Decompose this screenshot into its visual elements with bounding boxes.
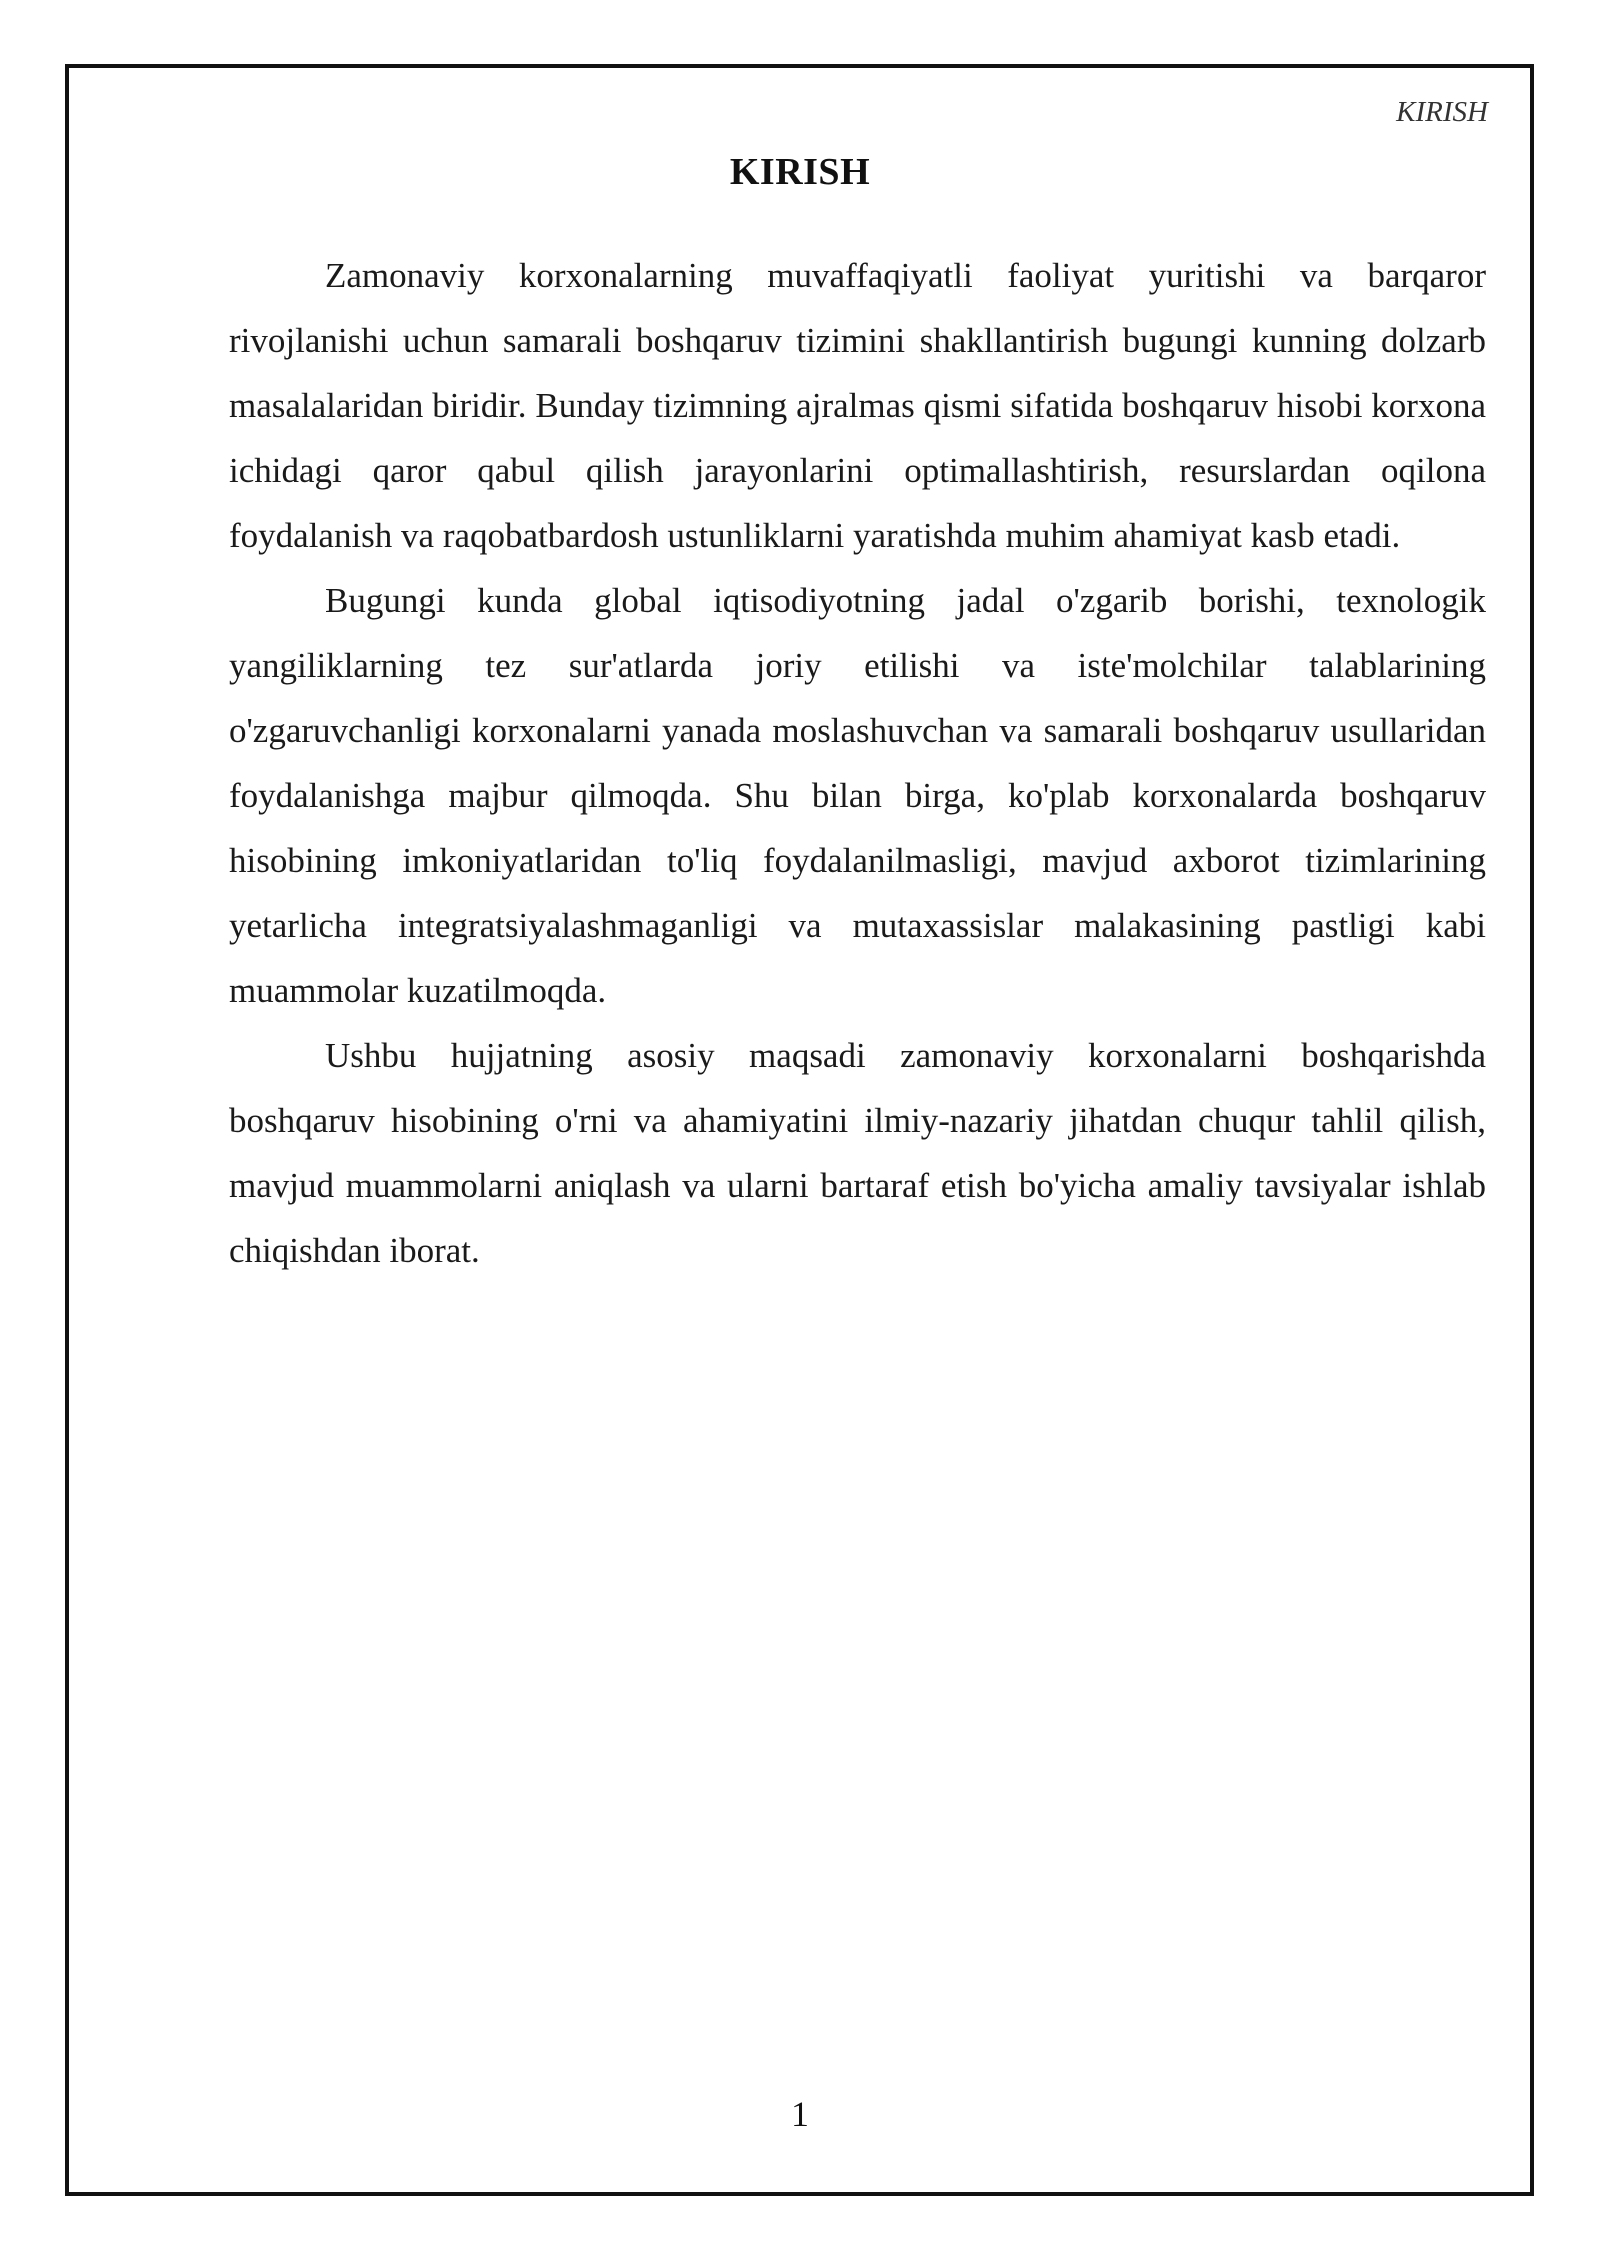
section-title: KIRISH [729,151,871,193]
document-body [229,243,1486,1283]
paragraph: Bugungi kunda global iqtisodiyotning jadal o'zgarib borishi, texnologik yangiliklarning tez sur'atlarda joriy etilishi va iste'molchilar talablarining o'zgaruvchanligi korxonalarni yanada moslashuvchan va samarali boshqaruv usullaridan foydalanishga majbur qilmoqda. Shu bilan birga, ko'plab korxonalarda boshqaruv hisobining imkoniyatlaridan to'liq foydalanilmasligi, mavjud axborot tizimlarining yetarlicha integratsiyalashmaganligi va mutaxassislar malakasining pastligi kabi muammolar kuzatilmoqda. [229,581,1486,1010]
paragraph: Zamonaviy korxonalarning muvaffaqiyatli faoliyat yuritishi va barqaror rivojlanishi uchun samarali boshqaruv tizimini shakllantirish bugungi kunning dolzarb masalalaridan biridir. Bunday tizimning ajralmas qismi sifatida boshqaruv hisobi korxona ichidagi qaror qabul qilish jarayonlarini optimallashtirish, resurslardan oqilona foydalanish va raqobatbardosh ustunliklarni yaratishda muhim ahamiyat kasb etadi. [229,256,1486,555]
running-header: KIRISH [1396,96,1488,128]
page-number: 1 [791,2094,809,2134]
paragraph: Ushbu hujjatning asosiy maqsadi zamonaviy korxonalarni boshqarishda boshqaruv hisobining o'rni va ahamiyatini ilmiy-nazariy jihatdan chuqur tahlil qilish, mavjud muammolarni aniqlash va ularni bartaraf etish bo'yicha amaliy tavsiyalar ishlab chiqishdan iborat. [229,1036,1486,1270]
